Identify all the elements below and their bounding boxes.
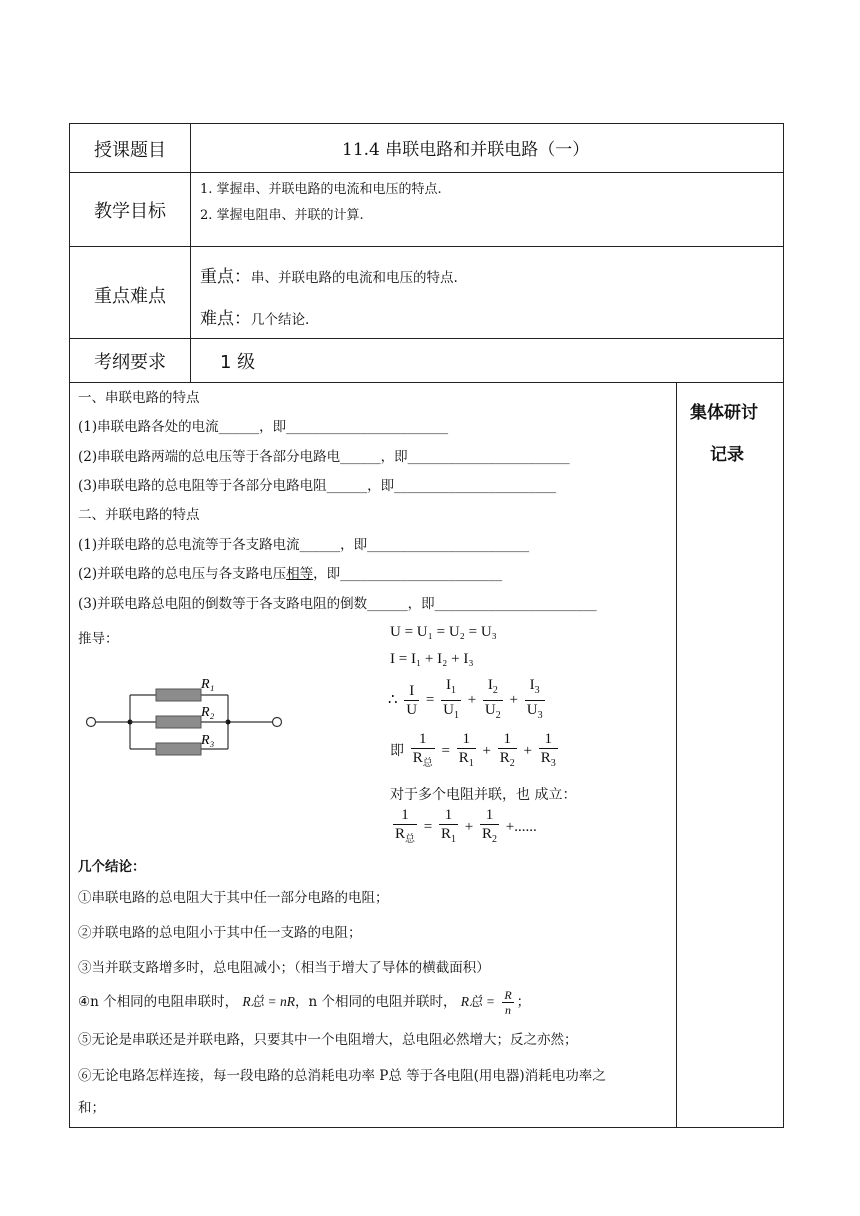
series-3: (3)串联电路的总电阻等于各部分电路电阻______，即________________________ bbox=[78, 478, 557, 494]
col-divider bbox=[676, 382, 677, 1128]
resistor-2 bbox=[156, 716, 201, 728]
conclusion-6-end: 和； bbox=[78, 1100, 105, 1116]
conclusion-4-parallel-formula: R总 = bbox=[460, 994, 496, 1009]
side-title-2: 记录 bbox=[710, 445, 744, 465]
parallel-2-a: (2)并联电路的总电压与各支路电压 bbox=[78, 566, 287, 582]
conclusion-5: ⑤无论是串联还是并联电路，只要其中一个电阻增大，总电阻必然增大；反之亦然； bbox=[78, 1032, 578, 1048]
goal-2: 2. 掌握电阻串、并联的计算. bbox=[200, 208, 364, 223]
side-title: 集体研讨 bbox=[690, 403, 758, 423]
lesson-table bbox=[69, 123, 784, 1128]
eq-current: I = I₁ + I₂ + I₃ bbox=[390, 651, 474, 667]
series-2: (2)串联电路两端的总电压等于各部分电路电______，即________________________ bbox=[78, 449, 570, 465]
parallel-1: (1)并联电路的总电流等于各支路电流______，即________________________ bbox=[78, 537, 530, 553]
conclusion-4: ④n 个相同的电阻串联时， R总 = nR，n 个相同的电阻并联时， R总 = $\frac{R}{n}$ ； bbox=[78, 988, 531, 1017]
eq-therefore: ∴ $\frac{I}{U}$ = $\frac{I_1}{U_1}$ + $\frac{I_2}{U_2}$ + $\frac{I_3}{U_3}$ bbox=[388, 677, 543, 721]
therefore-sign: ∴ bbox=[388, 691, 398, 708]
resistor-3 bbox=[156, 743, 201, 755]
goals-label: 教学目标 bbox=[94, 201, 166, 222]
topic-label: 授课题目 bbox=[94, 140, 166, 161]
parallel-2-c: ，即________________________ bbox=[313, 566, 503, 582]
goal-1: 1. 掌握串、并联电路的电流和电压的特点. bbox=[200, 182, 442, 197]
conclusion-6: ⑥无论电路怎样连接，每一段电路的总消耗电功率 P总 等于各电阻(用电器)消耗电功率之 bbox=[78, 1068, 606, 1084]
multi-note: 对于多个电阻并联，也 成立： bbox=[390, 787, 577, 803]
key-label: 重点： bbox=[200, 267, 251, 287]
conclusion-4-a: ④n 个相同的电阻串联时， bbox=[78, 994, 239, 1010]
section-parallel: 二、并联电路的特点 bbox=[78, 507, 200, 523]
ji-label: 即 bbox=[390, 742, 404, 759]
r3-label: R₃ bbox=[201, 733, 215, 748]
parallel-2-equal: 相等 bbox=[286, 566, 314, 582]
row-divider bbox=[70, 338, 783, 339]
eq-resistance: 即 $\frac{1}{R_总}$ = $\frac{1}{R_1}$ + $\frac{1}{R_2}$ + $\frac{1}{R_3}$ bbox=[390, 731, 556, 769]
hard-label: 难点： bbox=[200, 309, 251, 329]
conclusions-title: 几个结论： bbox=[78, 859, 146, 875]
req-label: 考纲要求 bbox=[94, 352, 166, 373]
focus-label: 重点难点 bbox=[94, 286, 166, 307]
parallel-circuit-diagram bbox=[84, 674, 284, 764]
parallel-3: (3)并联电路总电阻的倒数等于各支路电阻的倒数______，即________________________ bbox=[78, 596, 597, 612]
eq-dots: +...... bbox=[505, 818, 537, 835]
topic-value: 11.4 串联电路和并联电路（一） bbox=[342, 140, 590, 160]
hard-text: 几个结论. bbox=[251, 312, 310, 328]
conclusion-2: ②并联电路的总电阻小于其中任一支路的电阻； bbox=[78, 925, 362, 941]
col-divider bbox=[190, 124, 191, 382]
frac-iu: $\frac{I}{U}$ bbox=[406, 683, 418, 718]
req-value: 1 级 bbox=[220, 352, 256, 373]
parallel-2 bbox=[78, 562, 502, 582]
r2-label: R₂ bbox=[201, 705, 215, 720]
row-divider bbox=[70, 172, 783, 173]
hard-point bbox=[200, 304, 309, 329]
eq-voltage: U = U₁ = U₂ = U₃ bbox=[390, 624, 497, 640]
eq-general: $\frac{1}{R_总}$ = $\frac{1}{R_1}$ + $\frac{1}{R_2}$ +...... bbox=[395, 807, 537, 845]
r1-label: R₁ bbox=[201, 677, 215, 692]
key-text: 串、并联电路的电流和电压的特点. bbox=[251, 270, 458, 286]
series-1: (1)串联电路各处的电流______，即________________________ bbox=[78, 419, 449, 435]
conclusion-3: ③当并联支路增多时，总电阻减小；（相当于增大了导体的横截面积） bbox=[78, 960, 490, 976]
conclusion-1: ①串联电路的总电阻大于其中任一部分电路的电阻； bbox=[78, 890, 389, 906]
conclusion-4-series-formula: R总 = nR bbox=[242, 994, 295, 1009]
conclusion-4-c: ，n 个相同的电阻并联时， bbox=[295, 994, 457, 1010]
resistor-1 bbox=[156, 689, 201, 701]
derive-label: 推导： bbox=[78, 631, 119, 647]
key-point bbox=[200, 262, 458, 287]
row-divider bbox=[70, 246, 783, 247]
section-series: 一、串联电路的特点 bbox=[78, 390, 200, 406]
